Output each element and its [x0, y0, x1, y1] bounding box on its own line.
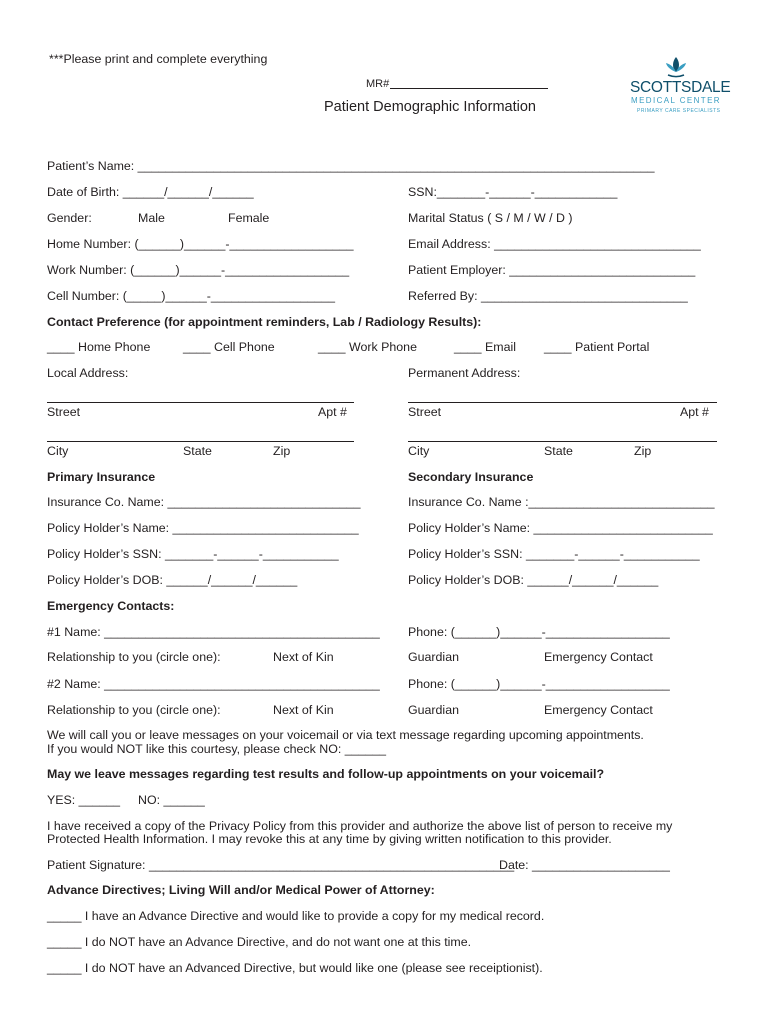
advance-directives-heading: Advance Directives; Living Will and/or Medical Power of Attorney:: [47, 883, 435, 897]
cell-number-field[interactable]: Cell Number: (_____)______-__________________: [47, 289, 335, 303]
primary-holder-name-field[interactable]: Policy Holder’s Name: ___________________________: [47, 521, 359, 535]
emergency-name-2-field[interactable]: #2 Name: ________________________________________: [47, 677, 380, 691]
relationship-2-emergency-contact[interactable]: Emergency Contact: [544, 703, 653, 717]
secondary-holder-ssn-field[interactable]: Policy Holder’s SSN: _______-______-___________: [408, 547, 700, 561]
relationship-1-next-of-kin[interactable]: Next of Kin: [273, 650, 334, 664]
voicemail-yes-field[interactable]: YES: ______: [47, 793, 121, 807]
privacy-text-line-1: I have received a copy of the Privacy Policy from this provider and authorize the above list of person to receive my: [47, 819, 673, 833]
local-city-line[interactable]: [47, 441, 354, 442]
relationship-label-1: Relationship to you (circle one):: [47, 650, 221, 664]
primary-holder-ssn-field[interactable]: Policy Holder’s SSN: _______-______-___________: [47, 547, 339, 561]
voicemail-opt-out-field[interactable]: If you would NOT like this courtesy, please check NO: ______: [47, 742, 387, 756]
referred-by-field[interactable]: Referred By: ______________________________: [408, 289, 688, 303]
permanent-apt-label: Apt #: [680, 405, 709, 419]
primary-company-field[interactable]: Insurance Co. Name: ____________________________: [47, 495, 361, 509]
voicemail-no-field[interactable]: NO: ______: [138, 793, 205, 807]
permanent-zip-label: Zip: [634, 444, 652, 458]
secondary-company-field[interactable]: Insurance Co. Name :___________________________: [408, 495, 715, 509]
pref-home-phone[interactable]: ____ Home Phone: [47, 340, 151, 354]
dob-field[interactable]: Date of Birth: ______/______/______: [47, 185, 254, 199]
relationship-label-2: Relationship to you (circle one):: [47, 703, 221, 717]
directive-option-1[interactable]: _____ I have an Advance Directive and would like to provide a copy for my medical record.: [47, 909, 545, 923]
pref-patient-portal[interactable]: ____ Patient Portal: [544, 340, 650, 354]
local-city-label: City: [47, 444, 69, 458]
emergency-contacts-heading: Emergency Contacts:: [47, 599, 175, 613]
patient-signature-field[interactable]: Patient Signature: _____________________________________________________: [47, 858, 515, 872]
logo-subtitle: MEDICAL CENTER: [631, 96, 721, 105]
pref-cell-phone[interactable]: ____ Cell Phone: [183, 340, 275, 354]
local-street-label: Street: [47, 405, 81, 419]
employer-field[interactable]: Patient Employer: ___________________________: [408, 263, 696, 277]
voicemail-question: May we leave messages regarding test results and follow-up appointments on your voicemail?: [47, 767, 605, 781]
local-zip-label: Zip: [273, 444, 291, 458]
signature-date-field[interactable]: Date: ____________________: [499, 858, 670, 872]
print-instruction: ***Please print and complete everything: [49, 52, 268, 66]
primary-holder-dob-field[interactable]: Policy Holder’s DOB: ______/______/______: [47, 573, 298, 587]
permanent-street-line[interactable]: [408, 402, 717, 403]
marital-status-field[interactable]: Marital Status ( S / M / W / D ): [408, 211, 573, 225]
permanent-address-label: Permanent Address:: [408, 366, 521, 380]
contact-preference-heading: Contact Preference (for appointment reminders, Lab / Radiology Results):: [47, 315, 482, 329]
patient-name-field[interactable]: Patient’s Name: ___________________________________________________________________________: [47, 159, 655, 173]
home-number-field[interactable]: Home Number: (______)______-__________________: [47, 237, 354, 251]
secondary-insurance-heading: Secondary Insurance: [408, 470, 534, 484]
emergency-phone-1-field[interactable]: Phone: (______)______-__________________: [408, 625, 670, 639]
secondary-holder-name-field[interactable]: Policy Holder’s Name: __________________________: [408, 521, 713, 535]
gender-female-option[interactable]: Female: [228, 211, 270, 225]
pref-email[interactable]: ____ Email: [454, 340, 516, 354]
logo-tagline: PRIMARY CARE SPECIALISTS: [637, 108, 721, 114]
gender-male-option[interactable]: Male: [138, 211, 165, 225]
voicemail-notice-line-1: We will call you or leave messages on your voicemail or via text message regarding upcoming appointments.: [47, 728, 644, 742]
relationship-2-guardian[interactable]: Guardian: [408, 703, 459, 717]
privacy-text-line-2: Protected Health Information. I may revoke this at any time by giving written notification to this provider.: [47, 832, 612, 846]
emergency-name-1-field[interactable]: #1 Name: ________________________________________: [47, 625, 380, 639]
directive-option-2[interactable]: _____ I do NOT have an Advance Directive, and do not want one at this time.: [47, 935, 472, 949]
scottsdale-logo: [628, 56, 731, 118]
primary-insurance-heading: Primary Insurance: [47, 470, 156, 484]
relationship-2-next-of-kin[interactable]: Next of Kin: [273, 703, 334, 717]
gender-label: Gender:: [47, 211, 92, 225]
mr-label: MR#: [366, 78, 390, 90]
email-field[interactable]: Email Address: ______________________________: [408, 237, 701, 251]
local-state-label: State: [183, 444, 212, 458]
local-apt-label: Apt #: [318, 405, 347, 419]
permanent-city-label: City: [408, 444, 430, 458]
permanent-street-label: Street: [408, 405, 442, 419]
permanent-state-label: State: [544, 444, 573, 458]
emergency-phone-2-field[interactable]: Phone: (______)______-__________________: [408, 677, 670, 691]
ssn-field[interactable]: SSN:_______-______-____________: [408, 185, 618, 199]
local-address-label: Local Address:: [47, 366, 129, 380]
secondary-holder-dob-field[interactable]: Policy Holder’s DOB: ______/______/______: [408, 573, 659, 587]
page-title: Patient Demographic Information: [324, 99, 536, 115]
relationship-1-emergency-contact[interactable]: Emergency Contact: [544, 650, 653, 664]
lotus-icon: [664, 56, 688, 78]
logo-name: SCOTTSDALE: [630, 79, 731, 96]
pref-work-phone[interactable]: ____ Work Phone: [318, 340, 417, 354]
relationship-1-guardian[interactable]: Guardian: [408, 650, 459, 664]
work-number-field[interactable]: Work Number: (______)______-__________________: [47, 263, 350, 277]
directive-option-3[interactable]: _____ I do NOT have an Advanced Directive, but would like one (please see receiptionist).: [47, 961, 543, 975]
permanent-city-line[interactable]: [408, 441, 717, 442]
mr-field[interactable]: [390, 88, 548, 89]
local-street-line[interactable]: [47, 402, 354, 403]
